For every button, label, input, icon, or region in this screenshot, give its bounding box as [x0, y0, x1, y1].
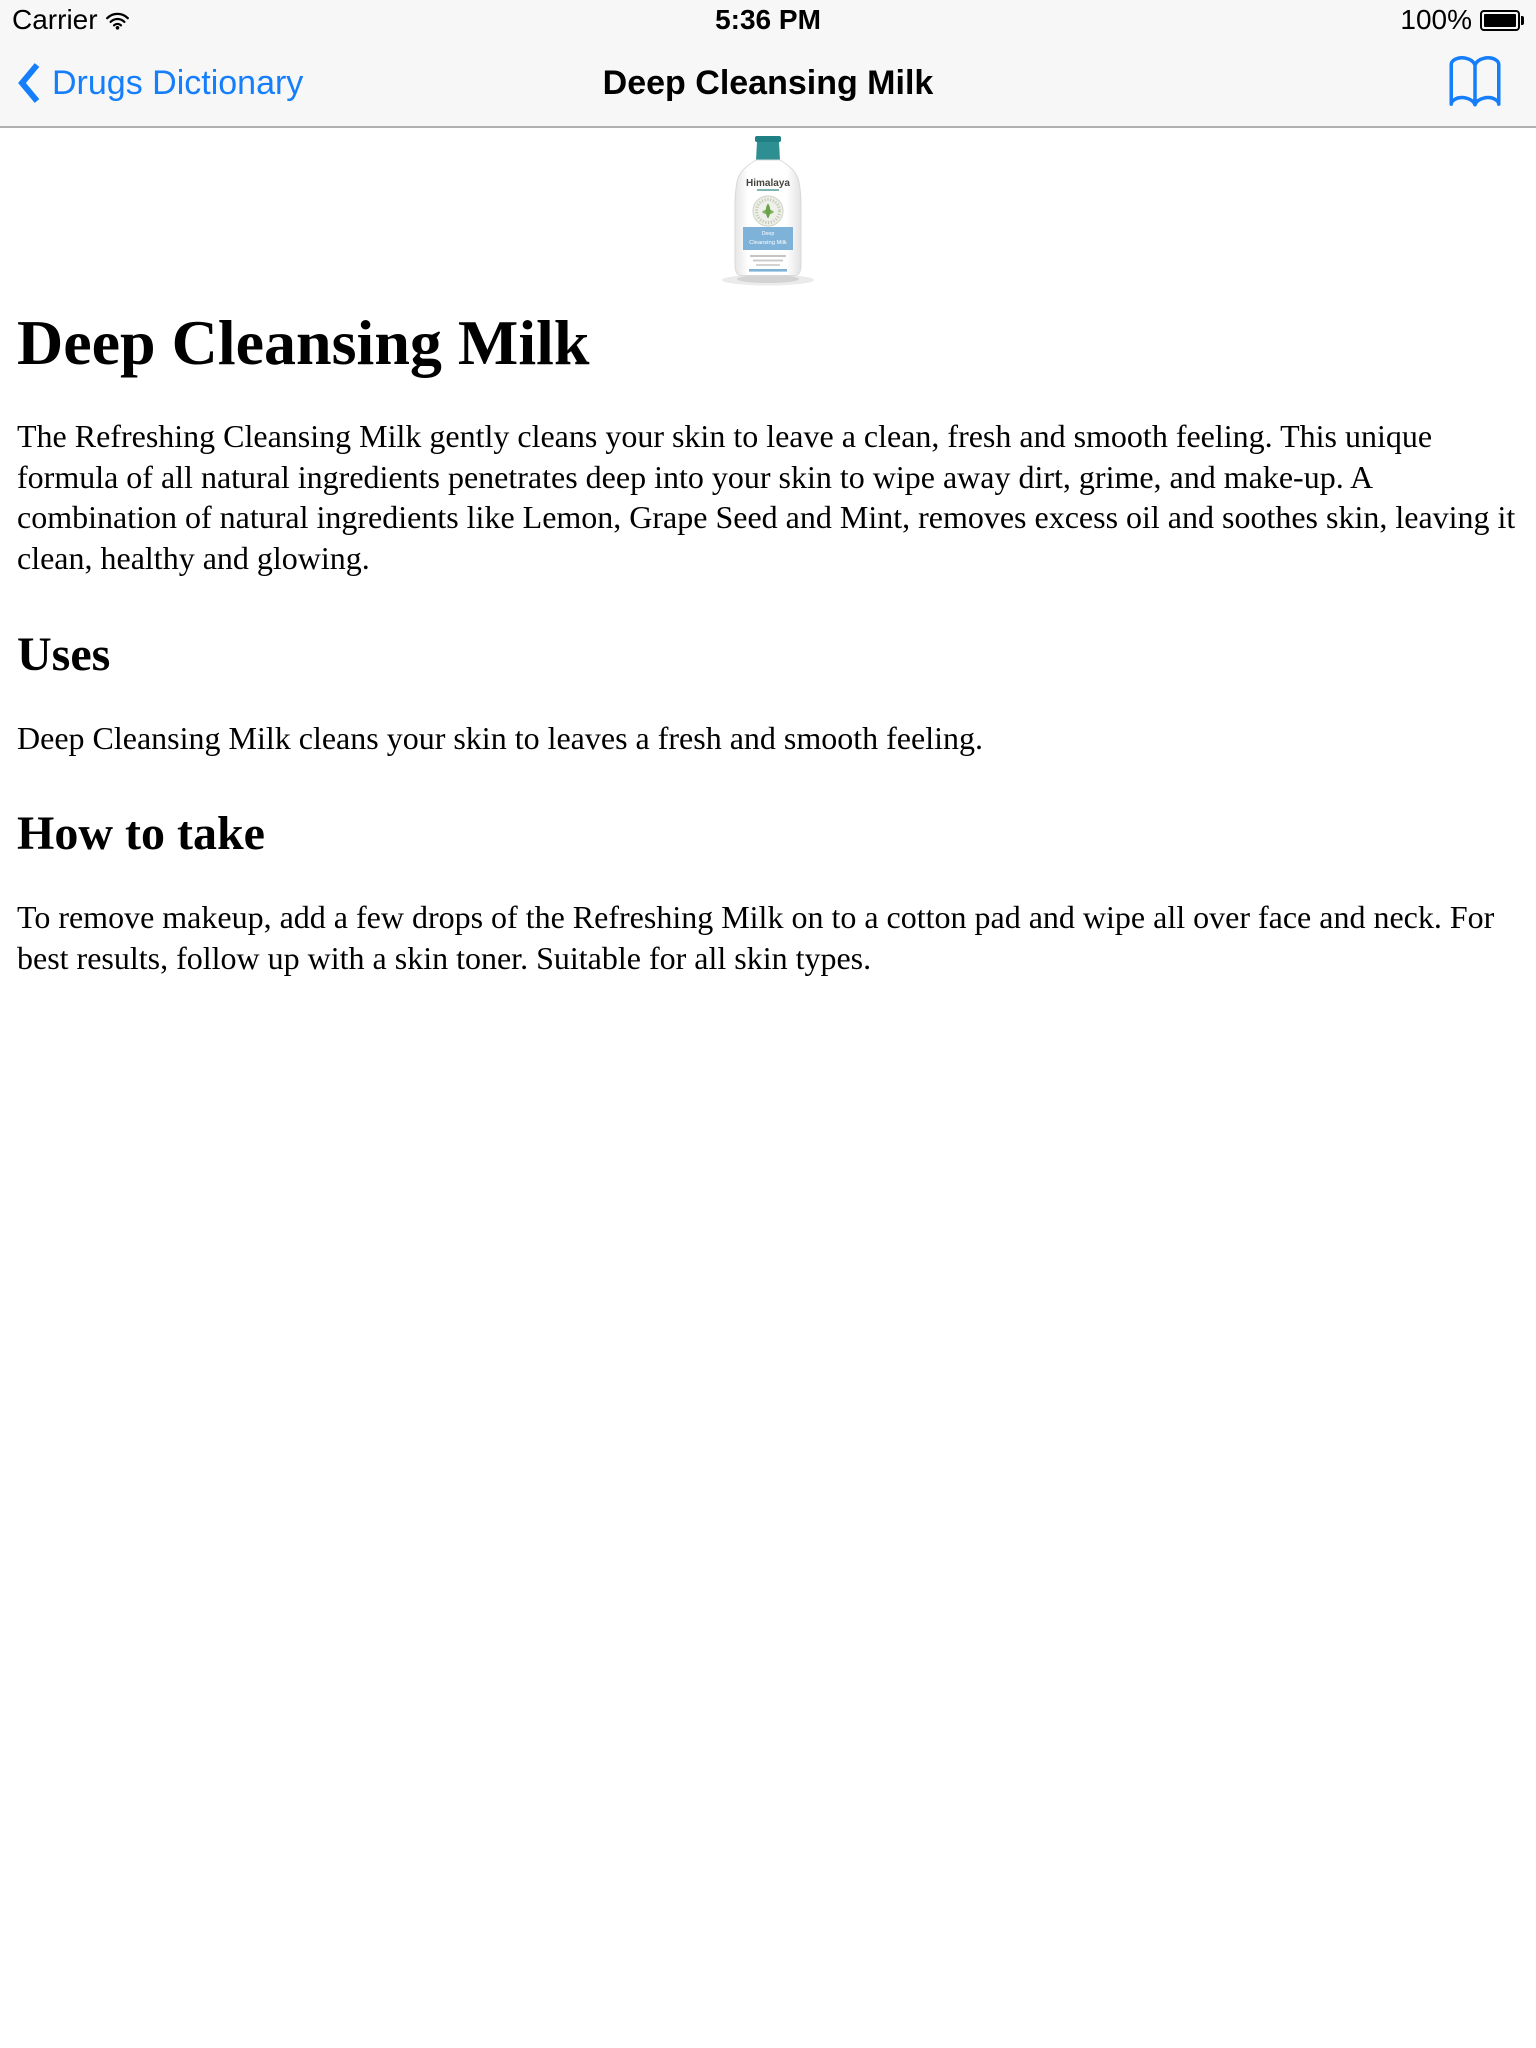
brand-text: Himalaya: [746, 178, 790, 189]
section-body-uses: Deep Cleansing Milk cleans your skin to leaves a fresh and smooth feeling.: [17, 719, 983, 756]
label-line-1: Deep: [761, 231, 775, 237]
product-image: [17, 134, 1519, 286]
back-label: Drugs Dictionary: [52, 63, 304, 102]
section-body-how-to-take: To remove makeup, add a few drops of the Refreshing Milk on to a cotton pad and wipe all over face and neck. For best results, follow up with a skin toner. Suitable for all skin types.: [17, 899, 1495, 976]
product-bottle-graphic: [716, 134, 820, 286]
intro-paragraph: The Refreshing Cleansing Milk gently cleans your skin to leave a clean, fresh and smooth feeling. This unique formula of all natural ingredients penetrates deep into your skin to wipe away dirt, grime, and make-up. A combination of natural ingredients like Lemon, Grape Seed and Mint, removes excess oil and soothes skin, leaving it clean, healthy and glowing.: [17, 418, 1516, 576]
label-line-2: Cleansing Milk: [749, 240, 787, 246]
battery-percent: 100%: [1400, 4, 1472, 35]
section-heading-uses: Uses: [17, 627, 111, 681]
battery-icon: [1480, 10, 1524, 31]
status-bar: [0, 0, 1536, 40]
nav-title: Deep Cleansing Milk: [602, 63, 934, 102]
wifi-icon: [106, 12, 129, 30]
nav-bar: [0, 40, 1536, 128]
section-heading-how-to-take: How to take: [17, 807, 265, 861]
clock: 5:36 PM: [715, 4, 821, 35]
carrier-label: Carrier: [12, 4, 98, 35]
back-button[interactable]: [16, 40, 303, 126]
article-title: Deep Cleansing Milk: [17, 307, 590, 378]
content: [0, 134, 1536, 978]
open-book-icon: [1448, 52, 1502, 114]
bookmarks-button[interactable]: [1448, 40, 1502, 126]
back-chevron-icon: [16, 62, 40, 104]
app-screen: [0, 0, 1536, 978]
